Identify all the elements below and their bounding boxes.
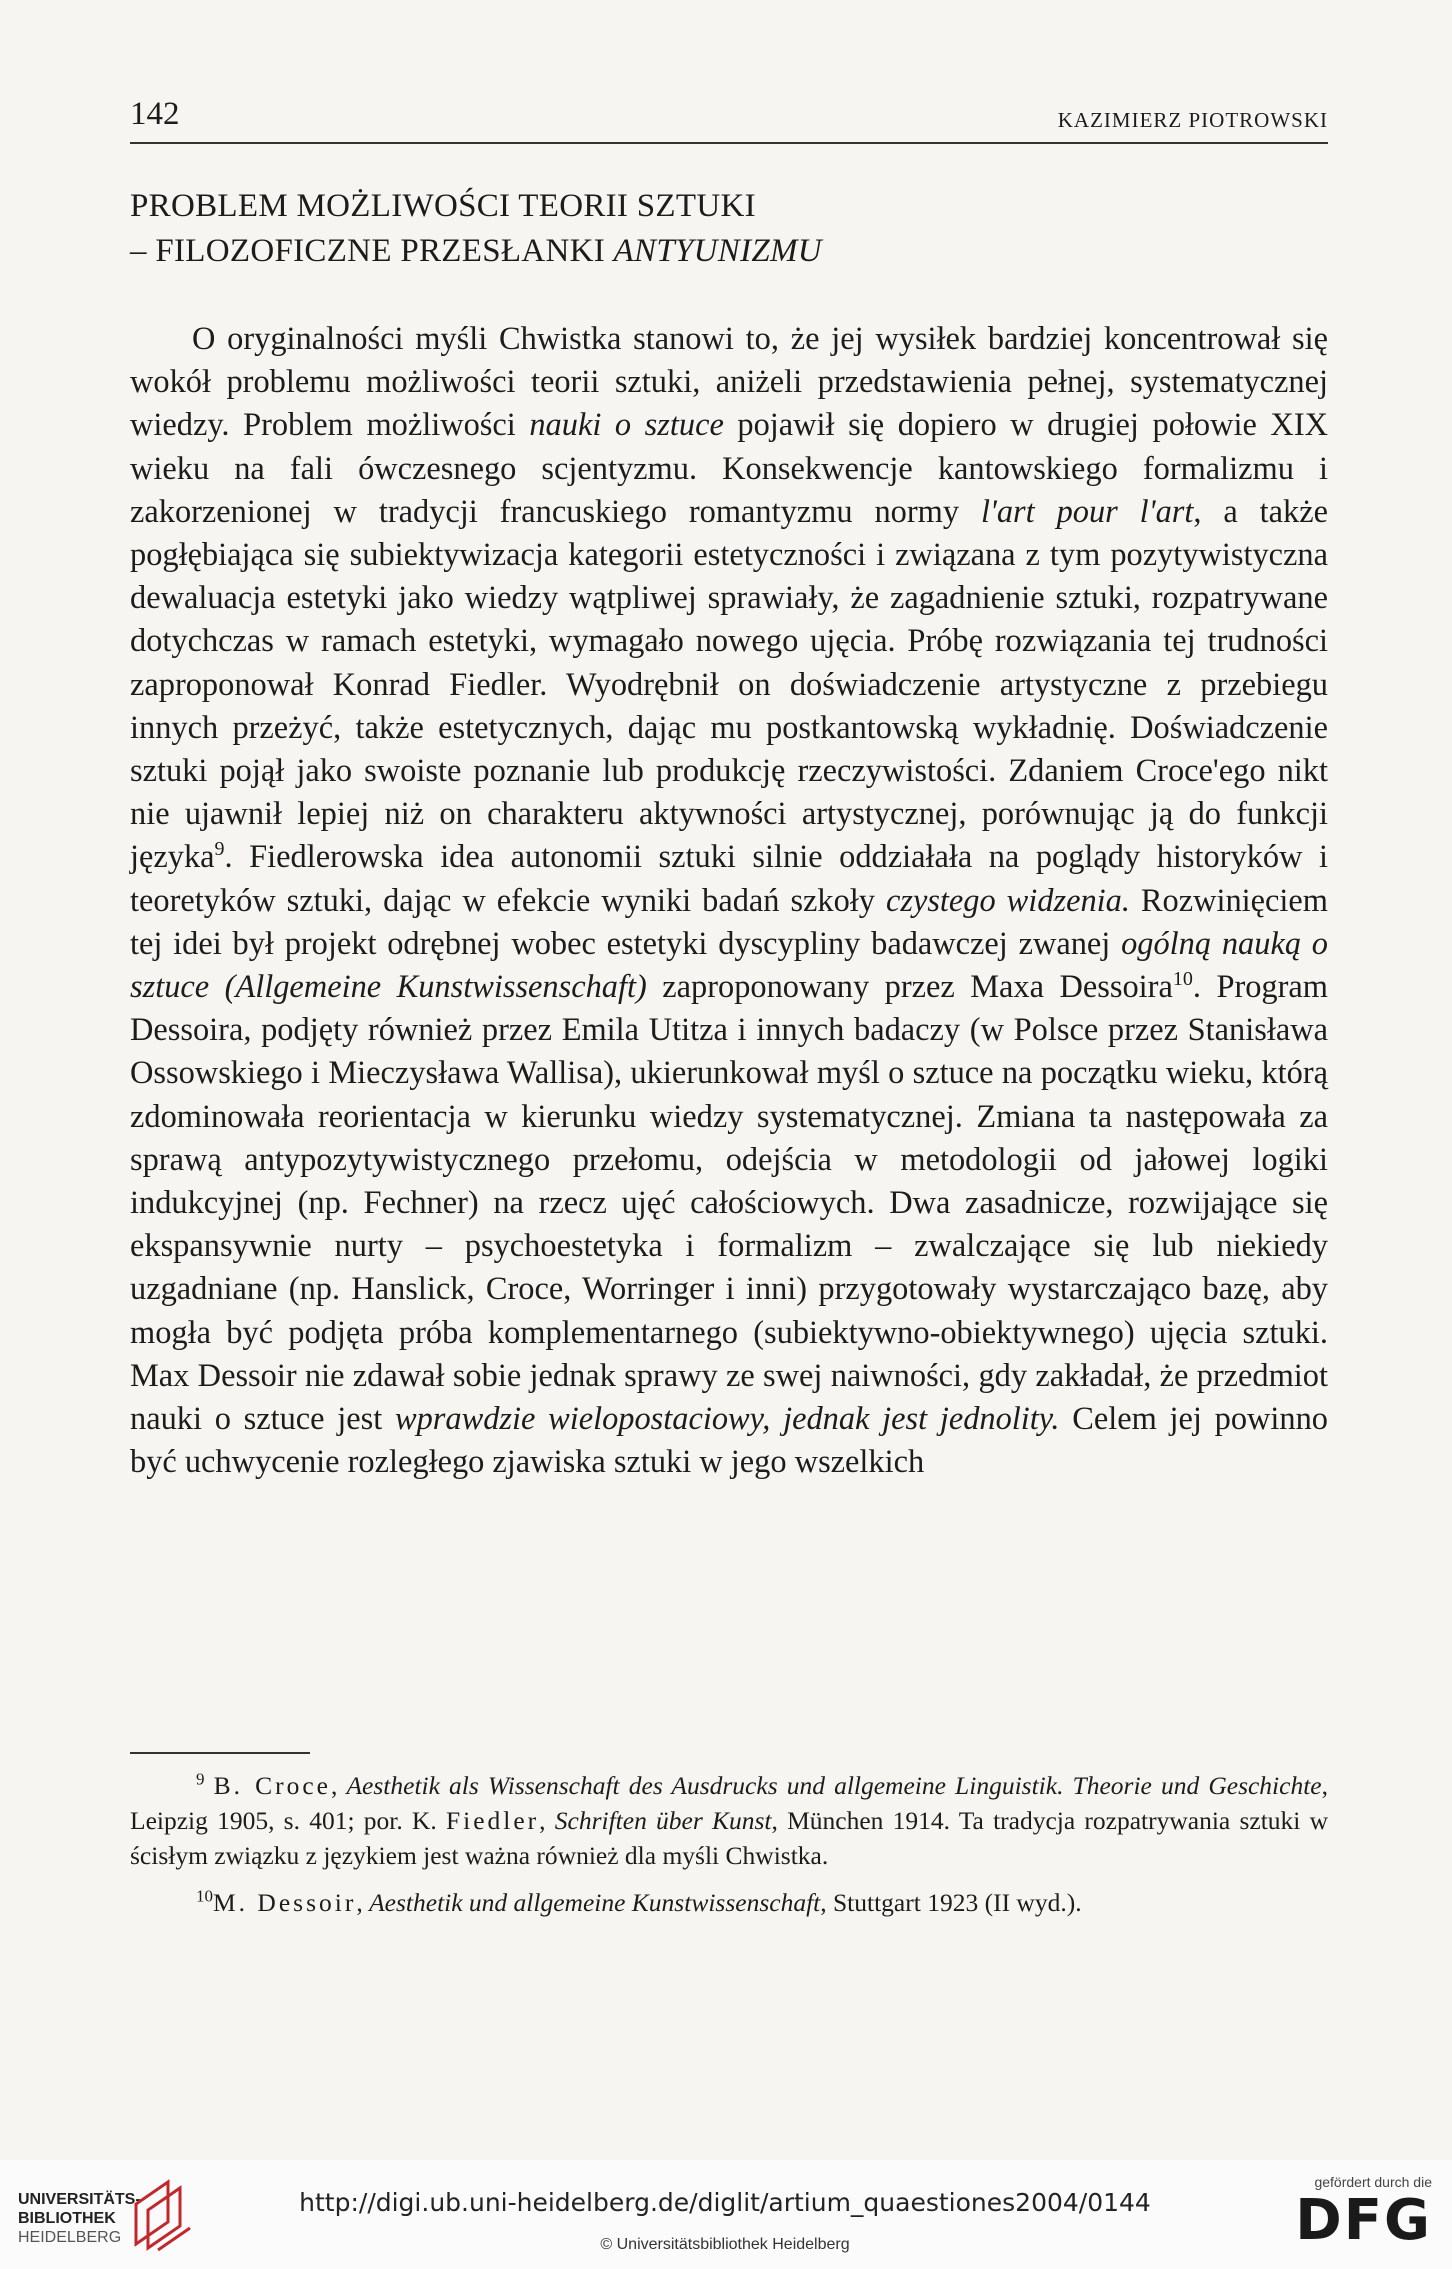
footnote-title: Schriften über Kunst bbox=[554, 1806, 772, 1835]
italic-run: nauki o sztuce bbox=[529, 407, 724, 444]
title-line-2-italic: ANTYUNIZMU bbox=[613, 233, 822, 269]
funding-block bbox=[1282, 2174, 1432, 2252]
copyright-notice: © Universitätsbibliothek Heidelberg bbox=[600, 2236, 850, 2253]
footnotes bbox=[130, 1768, 1328, 1932]
text-run: , München 1914. Ta tradycja rozpatrywania sztuki w ścisłym związku z językiem jest ważna również dla myśli Chwistka. bbox=[130, 1806, 1329, 1870]
text-run: O oryginalności myśli Chwistka stanowi to, że jej wysiłek bardziej koncentrował się wokół problemu możliwości teorii sztuki, aniżeli przedstawienia pełnej, systematycznej wiedzy. Problem możliwości bbox=[130, 321, 1328, 444]
title-line-1: PROBLEM MOŻLIWOŚCI TEORII SZTUKI bbox=[130, 188, 756, 224]
body-paragraph bbox=[130, 318, 1328, 1484]
footnote-9 bbox=[130, 1768, 1328, 1873]
footnote-ref-9[interactable]: 9 bbox=[214, 838, 225, 861]
footnote-title: Aesthetik als Wissenschaft des Ausdrucks und allgemeine Linguistik. Theorie und Geschichte bbox=[346, 1771, 1322, 1800]
digitization-footer bbox=[0, 2160, 1452, 2269]
footnote-title: Aesthetik und allgemeine Kunstwissenschaft bbox=[369, 1888, 821, 1917]
text-run: . Fiedlerowska idea autonomii sztuki silnie oddziałała na poglądy historyków i teoretyków sztuki, dając w efekcie wyniki badań szkoły bbox=[130, 839, 1328, 919]
footnote-author: B. Croce bbox=[213, 1771, 331, 1800]
footnote-number: 10 bbox=[196, 1886, 213, 1906]
italic-run: wprawdzie wielopostaciowy, jednak jest jednolity. bbox=[395, 1401, 1060, 1438]
footnote-ref-10[interactable]: 10 bbox=[1172, 968, 1193, 991]
body-text bbox=[130, 318, 1328, 1484]
footnote-author: Fiedler bbox=[445, 1806, 540, 1835]
text-run: , Stuttgart 1923 (II wyd.). bbox=[820, 1888, 1082, 1917]
section-title bbox=[130, 184, 1328, 274]
text-run: Rozwinięciem tej idei był projekt odrębnej wobec estetyki dyscypliny badawczej zwanej bbox=[130, 882, 1328, 962]
library-line-1: UNIVERSITÄTS- bbox=[18, 2191, 141, 2208]
text-run: , bbox=[539, 1806, 555, 1835]
page-header bbox=[130, 96, 1328, 144]
italic-run: ogólną nauką o sztuce (Allgemeine Kunstwissenschaft) bbox=[130, 925, 1328, 1006]
text-run: pojawił się dopiero w drugiej połowie XIX wieku na fali ówczesnego scjentyzmu. Konsekwencje kantowskiego formalizmu i zakorzenionej w tradycji francuskiego romantyzmu normy bbox=[130, 407, 1328, 530]
footnote-10 bbox=[130, 1885, 1328, 1920]
title-line-2 bbox=[130, 229, 1328, 274]
footnote-number: 9 bbox=[196, 1769, 205, 1789]
title-line-2-prefix: – FILOZOFICZNE PRZESŁANKI bbox=[130, 233, 614, 269]
library-logo-icon bbox=[128, 2174, 198, 2254]
italic-run: czystego widzenia. bbox=[885, 882, 1130, 919]
text-run: , a także pogłębiająca się subiektywizacja kategorii estetyczności i związana z tym pozytywistyczna dewaluacja estetyki jako wiedzy wątpliwej sprawiały, że zagadnienie sztuki, rozpatrywane dotychczas w ramach estetyki, wymagało nowego ujęcia. Próbę rozwiązania tej trudności zaproponował Konrad Fiedler. Wyodrębnił on doświadczenie artystyczne z przebiegu innych przeżyć, także estetycznych, dając mu postkantowską wykładnię. Doświadczenie sztuki pojął jako swoiste poznanie lub produkcję rzeczywistości. Zdaniem Croce'ego nikt nie ujawnił lepiej niż on charakteru aktywności artystycznej, porównując ją do funkcji języka bbox=[130, 493, 1328, 876]
text-run: , bbox=[356, 1888, 370, 1917]
running-head: KAZIMIERZ PIOTROWSKI bbox=[1057, 108, 1328, 132]
page-number: 142 bbox=[130, 96, 180, 132]
dfg-logo: DFG bbox=[1295, 2188, 1432, 2253]
library-line-2: BIBLIOTHEK bbox=[18, 2210, 116, 2227]
text-run: Celem jej powinno być uchwycenie rozległego zjawiska sztuki w jego wszelkich bbox=[130, 1401, 1328, 1481]
text-run: . Program Dessoira, podjęty również przez Emila Utitza i innych badaczy (w Polsce przez Stanisława Ossowskiego i Mieczysława Wallisa), ukierunkował myśl o sztuce na początku wieku, którą zdominowała reorientacja w kierunku wiedzy systematycznej. Zmiana ta następowała za sprawą antypozytywistycznego przełomu, odejścia w metodologii od jałowej logiki indukcyjnej (np. Fechner) na rzecz ujęć całościowych. Dwa zasadnicze, rozwijające się ekspansywnie nurty – psychoestetyka i formalizm – zwalczające się lub niekiedy uzgadniane (np. Hanslick, Croce, Worringer i inni) przygotowały wystarczająco bazę, aby mogła być podjęta próba komplementarnego (subiektywno-obiektywnego) ujęcia sztuki. Max Dessoir nie zdawał sobie jednak sprawy ze swej naiwności, gdy zakładał, że przedmiot nauki o sztuce jest bbox=[130, 969, 1328, 1438]
text-run: zaproponowany przez Maxa Dessoira bbox=[646, 969, 1173, 1006]
italic-run: l'art pour l'art bbox=[980, 493, 1194, 530]
footnote-author: M. Dessoir bbox=[213, 1888, 357, 1917]
library-name bbox=[18, 2190, 141, 2247]
funding-caption: gefördert durch die bbox=[1314, 2174, 1432, 2190]
source-url-link[interactable]: http://digi.ub.uni-heidelberg.de/diglit/artium_quaestiones2004/0144 bbox=[299, 2188, 1151, 2217]
library-line-3: HEIDELBERG bbox=[18, 2229, 122, 2246]
text-run: , Leipzig 1905, s. 401; por. K. bbox=[130, 1771, 1328, 1835]
text-run: , bbox=[330, 1771, 347, 1800]
footnote-divider bbox=[130, 1752, 310, 1754]
